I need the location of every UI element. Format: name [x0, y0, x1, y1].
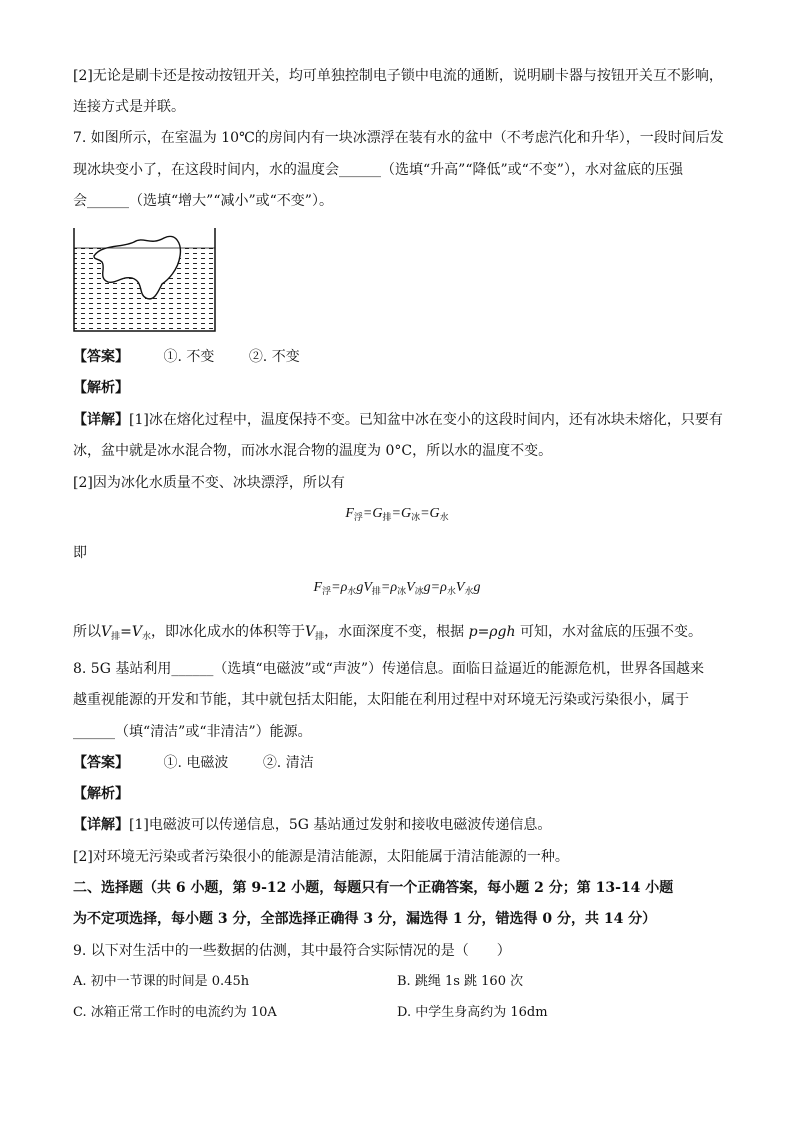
analysis-tag: 【解析】: [73, 786, 129, 802]
formula-1: $F_浮=G_排=G_冰=G_水$: [345, 506, 449, 522]
answer-row: [73, 347, 300, 367]
question-8-stem: ______（填“清洁”或“非清洁”）能源。: [73, 724, 312, 740]
question-7-stem: 7. 如图所示，在室温为 10℃的房间内有一块冰漂浮在装有水的盆中（不考虑汽化和升华），一段时间后发: [73, 130, 724, 146]
text-line: 连接方式是并联。: [73, 99, 185, 115]
option-b: B. 跳绳 1s 跳 160 次: [397, 974, 524, 989]
question-8-stem: 8. 5G 基站利用______（选填“电磁波”或“声波”）传递信息。面临日益逼近的能源危机，世界各国越来: [73, 661, 704, 677]
detail-line: 所以$V_排=V_水$，即冰化成水的体积等于$V_排$，水面深度不变，根据 p=ρgh 可知，水对盆底的压强不变。: [73, 624, 702, 642]
question-7-stem: 现冰块变小了，在这段时间内，水的温度会______（选填“升高”“降低”或“不变”），水对盆底的压强: [73, 162, 683, 178]
answer-tag: 【答案】: [73, 755, 129, 771]
analysis-tag: 【解析】: [73, 380, 129, 396]
answer-row: [73, 753, 314, 773]
text-line: [2]无论是刷卡还是按动按钮开关，均可单独控制电子锁中电流的通断，说明刷卡器与按钮开关互不影响，: [73, 68, 723, 84]
section-heading: 二、选择题（共 6 小题，第 9-12 小题，每题只有一个正确答案，每小题 2 分；第 13-14 小题: [73, 880, 674, 896]
detail-line: [73, 815, 551, 835]
answer-tag: 【答案】: [73, 349, 129, 365]
answer-item: ②. 不变: [248, 349, 300, 365]
option-a: A. 初中一节课的时间是 0.45h: [73, 974, 250, 989]
text-line: 即: [73, 545, 87, 561]
detail-tag: 【详解】: [73, 412, 129, 428]
answer-item: ①. 不变: [163, 349, 215, 365]
detail-line: [73, 410, 723, 430]
ice-basin-figure: [72, 226, 222, 336]
detail-text: [1]电磁波可以传递信息，5G 基站通过发射和接收电磁波传递信息。: [129, 817, 552, 833]
option-d: D. 中学生身高约为 16dm: [397, 1005, 548, 1020]
question-7-stem: 会______（选填“增大”“减小”或“不变”）。: [73, 193, 333, 209]
detail-line: [2]因为冰化水质量不变、冰块漂浮，所以有: [73, 475, 345, 491]
option-c: C. 冰箱正常工作时的电流约为 10A: [73, 1005, 277, 1020]
detail-tag: 【详解】: [73, 817, 129, 833]
detail-line: 冰，盆中就是冰水混合物，而冰水混合物的温度为 0°C，所以水的温度不变。: [73, 443, 553, 459]
answer-item: ①. 电磁波: [163, 755, 229, 771]
detail-line: [2]对环境无污染或者污染很小的能源是清洁能源，太阳能属于清洁能源的一种。: [73, 849, 569, 865]
question-9-stem: 9. 以下对生活中的一些数据的估测，其中最符合实际情况的是（ ）: [73, 943, 511, 959]
formula-2: $F_浮=\rho_水gV_排=\rho_冰V_冰g=\rho_水V_水g$: [313, 580, 481, 596]
answer-item: ②. 清洁: [262, 755, 314, 771]
detail-text: [1]冰在熔化过程中，温度保持不变。已知盆中冰在变小的这段时间内，还有冰块未熔化，只要有: [129, 412, 723, 428]
question-8-stem: 越重视能源的开发和节能，其中就包括太阳能，太阳能在利用过程中对环境无污染或污染很小，属于: [73, 692, 689, 708]
section-heading: 为不定项选择，每小题 3 分，全部选择正确得 3 分，漏选得 1 分，错选得 0 分，共 14 分）: [73, 911, 657, 927]
